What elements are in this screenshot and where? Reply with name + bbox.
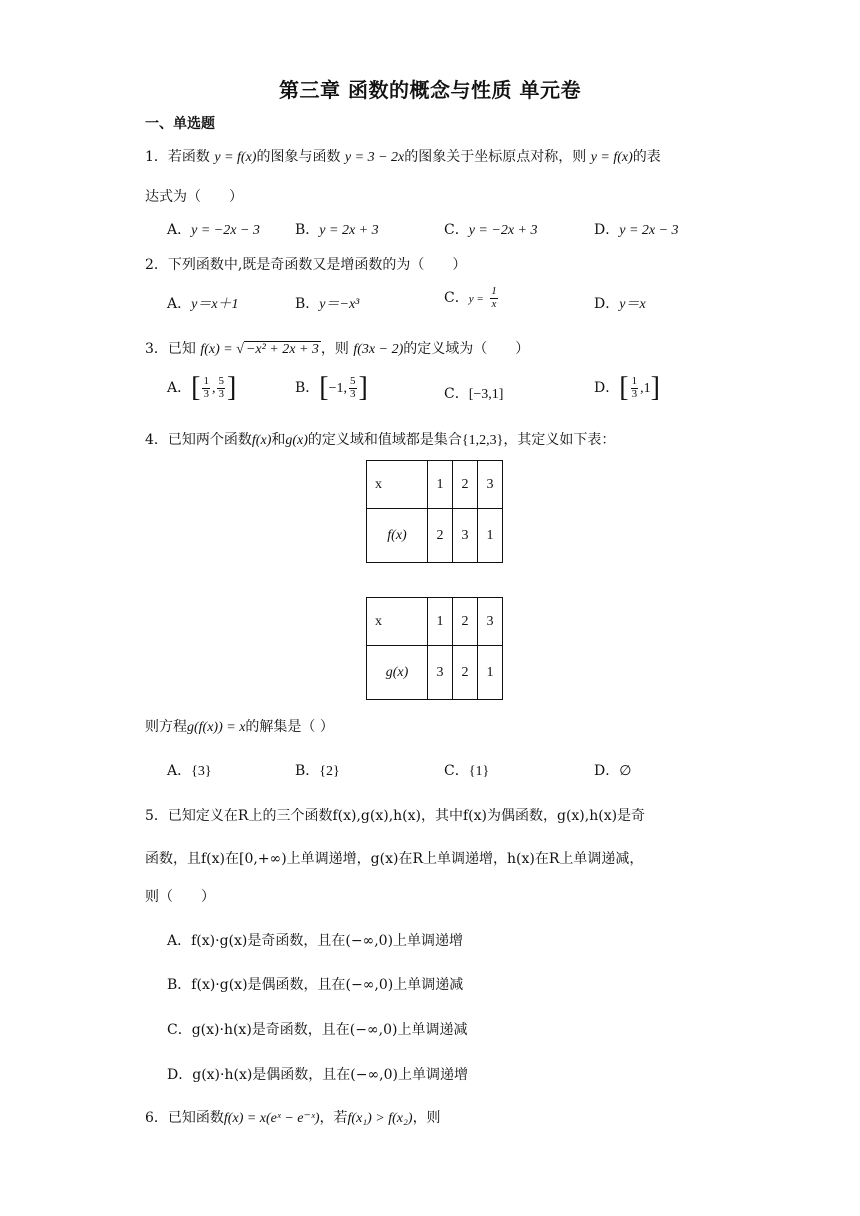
question-6-stem: 6．已知函数f(x) = x(eˣ − e⁻ˣ)，若f(x₁) > f(x₂)，则 <box>145 1110 441 1126</box>
q5-option-d: D．g(x)·h(x)是偶函数，且在(−∞,0)上单调递增 <box>167 1067 468 1083</box>
table-f-header-x: x <box>367 461 428 509</box>
table-g-header-gx: g(x) <box>367 646 428 700</box>
q1-option-b: B．y = 2x + 3 <box>295 222 379 238</box>
q5-option-c: C．g(x)·h(x)是奇函数，且在(−∞,0)上单调递减 <box>167 1022 468 1038</box>
table-g: x 1 2 3 g(x) 3 2 1 <box>366 597 503 700</box>
question-1-stem: 1．若函数 y = f(x)的图象与函数 y = 3 − 2x的图象关于坐标原点对称，则 y = f(x)的表 <box>145 149 661 165</box>
q3-option-a: A．[ $\frac{1}{3}$ , $\frac{5}{3}$ ] <box>167 372 237 403</box>
q2-option-b: B．y＝−x³ <box>295 296 360 312</box>
formula-f-sqrt: f(x) = √ −x² + 2x + 3 <box>200 342 319 357</box>
question-3-stem: 3．已知 f(x) = √ −x² + 2x + 3 ，则 f(3x − 2)的定义域为（ ） <box>145 341 530 357</box>
section-heading: 一、单选题 <box>145 116 215 132</box>
q2-option-c: C．y = $\frac{1}{x}$ <box>444 285 497 310</box>
q1-option-a: A．y = −2x − 3 <box>167 222 260 238</box>
q3-option-d: D．[ $\frac{1}{3}$ ,1] <box>594 372 660 403</box>
q5-option-a: A．f(x)·g(x)是奇函数，且在(−∞,0)上单调递增 <box>167 933 464 949</box>
question-4-stem: 4．已知两个函数f(x)和g(x)的定义域和值域都是集合{1,2,3}，其定义如下表： <box>145 432 616 448</box>
table-f-header-fx: f(x) <box>367 509 428 563</box>
formula-y-fx: y = f(x) <box>214 150 257 165</box>
q4-option-b: B．{2} <box>295 763 340 779</box>
q2-option-d: D．y＝x <box>594 296 646 312</box>
formula-f-3x-2: f(3x − 2) <box>353 342 404 357</box>
q1-option-c: C．y = −2x + 3 <box>444 222 538 238</box>
q4-option-d: D．∅ <box>594 763 632 779</box>
fraction-1-over-x: $\frac{1}{x}$ <box>491 285 497 310</box>
q4-option-c: C．{1} <box>444 763 490 779</box>
q2-option-a: A．y＝x＋1 <box>167 296 239 312</box>
q1-option-d: D．y = 2x − 3 <box>594 222 679 238</box>
question-2-stem: 2．下列函数中,既是奇函数又是增函数的为（ ） <box>145 257 467 273</box>
table-f: x 1 2 3 f(x) 2 3 1 <box>366 460 503 563</box>
question-4-ask: 则方程g(f(x)) = x的解集是（ ） <box>145 719 334 735</box>
page-title: 第三章 函数的概念与性质 单元卷 <box>279 78 581 102</box>
question-5-line-3: 则（ ） <box>145 889 215 905</box>
question-5-line-1: 5．已知定义在R上的三个函数f(x),g(x),h(x)，其中f(x)为偶函数，g(x),h(x)是奇 <box>145 808 646 824</box>
formula-y-fx: y = f(x) <box>590 150 633 165</box>
question-1-stem-cont: 达式为（ ） <box>145 189 243 205</box>
formula-3-minus-2x: y = 3 − 2x <box>344 150 405 165</box>
question-5-line-2: 函数，且f(x)在[0,+∞)上单调递增，g(x)在R上单调递增，h(x)在R上单调递减， <box>145 851 644 867</box>
q3-option-c: C．[−3,1] <box>444 386 504 402</box>
q5-option-b: B．f(x)·g(x)是偶函数，且在(−∞,0)上单调递减 <box>167 977 464 993</box>
table-g-header-x: x <box>367 598 428 646</box>
q4-option-a: A．{3} <box>167 763 212 779</box>
q3-option-b: B．[−1, $\frac{5}{3}$ ] <box>295 372 368 403</box>
